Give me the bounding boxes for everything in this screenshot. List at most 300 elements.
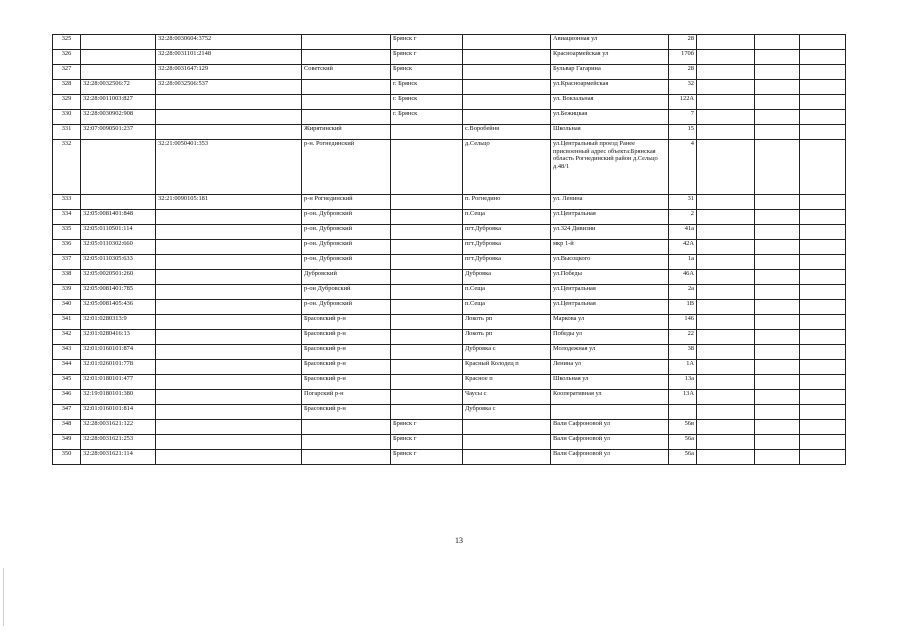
table-row (53, 450, 846, 465)
cadastral-number-cell: 32:05:0081401:785 (81, 285, 156, 300)
building-cadastral-number-cell (156, 225, 302, 240)
house-number-cell: 46А (669, 270, 697, 285)
cadastral-number-cell: 32:01:0180101:477 (81, 375, 156, 390)
district-cell (302, 450, 391, 465)
empty-cell (755, 240, 800, 255)
street-cell: ул.324 Дивизии (551, 225, 669, 240)
house-number-cell: 146 (669, 315, 697, 330)
settlement-cell: п.Сеща (463, 300, 551, 315)
building-cadastral-number-cell (156, 315, 302, 330)
settlement-cell: пгт.Дубровка (463, 240, 551, 255)
street-cell: Победы ул (551, 330, 669, 345)
city-cell (391, 360, 463, 375)
street-cell: Красноармейская ул (551, 50, 669, 65)
table-row (53, 405, 846, 420)
empty-cell (800, 240, 846, 255)
registry-table (52, 34, 846, 465)
empty-cell (755, 125, 800, 140)
empty-cell (697, 450, 755, 465)
district-cell: Брасовский р-н (302, 375, 391, 390)
settlement-cell: Красное п (463, 375, 551, 390)
empty-cell (800, 285, 846, 300)
building-cadastral-number-cell (156, 300, 302, 315)
building-cadastral-number-cell (156, 255, 302, 270)
building-cadastral-number-cell (156, 375, 302, 390)
table-row (53, 315, 846, 330)
street-cell: Бульвар Гагарина (551, 65, 669, 80)
settlement-cell: Дубровка с (463, 405, 551, 420)
building-cadastral-number-cell: 32:21:0050401:353 (156, 140, 302, 195)
city-cell: г. Брянск (391, 110, 463, 125)
city-cell (391, 330, 463, 345)
district-cell (302, 435, 391, 450)
street-cell (551, 405, 669, 420)
empty-cell (755, 80, 800, 95)
row-number-cell: 338 (53, 270, 81, 285)
empty-cell (755, 35, 800, 50)
settlement-cell: пгт.Дубровка (463, 255, 551, 270)
empty-cell (697, 420, 755, 435)
empty-cell (800, 195, 846, 210)
district-cell: Брасовский р-н (302, 360, 391, 375)
settlement-cell: п.Сеща (463, 285, 551, 300)
city-cell (391, 285, 463, 300)
settlement-cell: Дубровка (463, 270, 551, 285)
settlement-cell: п. Рогнедино (463, 195, 551, 210)
table-row (53, 65, 846, 80)
street-cell: Вали Сафроновой ул (551, 450, 669, 465)
building-cadastral-number-cell (156, 360, 302, 375)
table-row (53, 270, 846, 285)
empty-cell (800, 80, 846, 95)
street-cell: Молодежная ул (551, 345, 669, 360)
empty-cell (800, 125, 846, 140)
empty-cell (800, 300, 846, 315)
empty-cell (697, 65, 755, 80)
cadastral-number-cell: 32:28:0032506:72 (81, 80, 156, 95)
empty-cell (755, 405, 800, 420)
cadastral-number-cell (81, 140, 156, 195)
district-cell: Жирятинский (302, 125, 391, 140)
row-number-cell: 328 (53, 80, 81, 95)
empty-cell (697, 125, 755, 140)
empty-cell (697, 300, 755, 315)
settlement-cell (463, 50, 551, 65)
settlement-cell (463, 65, 551, 80)
settlement-cell: Локоть рп (463, 315, 551, 330)
empty-cell (697, 435, 755, 450)
cadastral-number-cell: 32:01:0160101:814 (81, 405, 156, 420)
empty-cell (800, 65, 846, 80)
empty-cell (697, 285, 755, 300)
empty-cell (697, 240, 755, 255)
empty-cell (755, 140, 800, 195)
row-number-cell: 332 (53, 140, 81, 195)
empty-cell (697, 35, 755, 50)
registry-table-body (53, 35, 846, 465)
city-cell: Брянск г (391, 35, 463, 50)
table-row (53, 50, 846, 65)
row-number-cell: 336 (53, 240, 81, 255)
district-cell: р-он. Дубровский (302, 255, 391, 270)
empty-cell (697, 405, 755, 420)
district-cell: Советский (302, 65, 391, 80)
house-number-cell: 56а (669, 435, 697, 450)
empty-cell (755, 375, 800, 390)
city-cell (391, 390, 463, 405)
house-number-cell: 13а (669, 375, 697, 390)
house-number-cell: 38 (669, 345, 697, 360)
empty-cell (800, 315, 846, 330)
cadastral-number-cell: 32:01:0280313:9 (81, 315, 156, 330)
cadastral-number-cell: 32:01:0160101:874 (81, 345, 156, 360)
row-number-cell: 343 (53, 345, 81, 360)
empty-cell (755, 225, 800, 240)
row-number-cell: 330 (53, 110, 81, 125)
house-number-cell: 7 (669, 110, 697, 125)
district-cell (302, 420, 391, 435)
table-row (53, 35, 846, 50)
empty-cell (697, 315, 755, 330)
row-number-cell: 350 (53, 450, 81, 465)
building-cadastral-number-cell (156, 95, 302, 110)
building-cadastral-number-cell: 32:28:0032506:537 (156, 80, 302, 95)
settlement-cell (463, 450, 551, 465)
empty-cell (755, 300, 800, 315)
house-number-cell: 1а (669, 255, 697, 270)
cadastral-number-cell: 32:28:0011003:827 (81, 95, 156, 110)
settlement-cell (463, 420, 551, 435)
city-cell: Брянск г (391, 450, 463, 465)
house-number-cell: 22 (669, 330, 697, 345)
house-number-cell: 31 (669, 195, 697, 210)
row-number-cell: 325 (53, 35, 81, 50)
cadastral-number-cell: 32:28:0031621:122 (81, 420, 156, 435)
city-cell (391, 125, 463, 140)
empty-cell (800, 345, 846, 360)
street-cell: ул.Победы (551, 270, 669, 285)
building-cadastral-number-cell (156, 270, 302, 285)
street-cell: Ленина ул (551, 360, 669, 375)
empty-cell (697, 95, 755, 110)
empty-cell (755, 315, 800, 330)
city-cell: г. Брянск (391, 80, 463, 95)
street-cell: Кооперативная ул (551, 390, 669, 405)
empty-cell (755, 420, 800, 435)
cadastral-number-cell: 32:05:0081405:436 (81, 300, 156, 315)
district-cell: Погарский р-н (302, 390, 391, 405)
table-row (53, 225, 846, 240)
building-cadastral-number-cell (156, 345, 302, 360)
empty-cell (697, 270, 755, 285)
building-cadastral-number-cell (156, 125, 302, 140)
settlement-cell (463, 80, 551, 95)
table-row (53, 195, 846, 210)
settlement-cell: с.Воробейня (463, 125, 551, 140)
district-cell: Брасовский р-н (302, 345, 391, 360)
scan-edge-line (3, 568, 4, 626)
settlement-cell: д.Сельцо (463, 140, 551, 195)
cadastral-number-cell: 32:05:0081401:848 (81, 210, 156, 225)
row-number-cell: 331 (53, 125, 81, 140)
empty-cell (755, 450, 800, 465)
city-cell (391, 345, 463, 360)
street-cell: ул.Высоцкого (551, 255, 669, 270)
table-row (53, 390, 846, 405)
row-number-cell: 327 (53, 65, 81, 80)
empty-cell (800, 390, 846, 405)
city-cell: Брянск г (391, 50, 463, 65)
empty-cell (755, 255, 800, 270)
city-cell: г. Брянск (391, 95, 463, 110)
city-cell (391, 210, 463, 225)
building-cadastral-number-cell: 32:21:0090105:181 (156, 195, 302, 210)
table-row (53, 330, 846, 345)
row-number-cell: 333 (53, 195, 81, 210)
building-cadastral-number-cell (156, 450, 302, 465)
empty-cell (800, 450, 846, 465)
cadastral-number-cell: 32:28:0031621:253 (81, 435, 156, 450)
district-cell: р-он Дубровский (302, 285, 391, 300)
empty-cell (800, 210, 846, 225)
street-cell: ул.Центральная (551, 300, 669, 315)
row-number-cell: 329 (53, 95, 81, 110)
city-cell (391, 375, 463, 390)
cadastral-number-cell (81, 35, 156, 50)
empty-cell (800, 435, 846, 450)
empty-cell (755, 210, 800, 225)
building-cadastral-number-cell: 32:28:0031647:129 (156, 65, 302, 80)
table-row (53, 240, 846, 255)
settlement-cell: Дубровка с (463, 345, 551, 360)
house-number-cell (669, 405, 697, 420)
empty-cell (800, 50, 846, 65)
table-row (53, 125, 846, 140)
house-number-cell: 1В (669, 300, 697, 315)
empty-cell (800, 35, 846, 50)
row-number-cell: 337 (53, 255, 81, 270)
empty-cell (800, 360, 846, 375)
district-cell: р-он. Дубровский (302, 210, 391, 225)
settlement-cell (463, 110, 551, 125)
house-number-cell: 56в (669, 420, 697, 435)
settlement-cell: пгт.Дубровка (463, 225, 551, 240)
table-row (53, 345, 846, 360)
cadastral-number-cell (81, 65, 156, 80)
street-cell: мкр 1-й (551, 240, 669, 255)
building-cadastral-number-cell (156, 330, 302, 345)
cadastral-number-cell (81, 195, 156, 210)
district-cell: р-н Рогнединский (302, 195, 391, 210)
house-number-cell: 15 (669, 125, 697, 140)
row-number-cell: 341 (53, 315, 81, 330)
table-row (53, 360, 846, 375)
house-number-cell: 170б (669, 50, 697, 65)
settlement-cell (463, 435, 551, 450)
district-cell: р-н. Рогнединский (302, 140, 391, 195)
district-cell (302, 95, 391, 110)
district-cell: Брасовский р-н (302, 330, 391, 345)
district-cell (302, 50, 391, 65)
cadastral-number-cell: 32:05:0110305:633 (81, 255, 156, 270)
empty-cell (755, 285, 800, 300)
settlement-cell (463, 35, 551, 50)
house-number-cell: 42А (669, 240, 697, 255)
street-cell: Школьная (551, 125, 669, 140)
district-cell: р-он. Дубровский (302, 300, 391, 315)
empty-cell (697, 210, 755, 225)
empty-cell (697, 390, 755, 405)
row-number-cell: 339 (53, 285, 81, 300)
district-cell (302, 80, 391, 95)
street-cell: Вали Сафроновой ул (551, 435, 669, 450)
row-number-cell: 345 (53, 375, 81, 390)
empty-cell (800, 330, 846, 345)
cadastral-number-cell: 32:19:0180101:380 (81, 390, 156, 405)
empty-cell (697, 330, 755, 345)
table-row (53, 110, 846, 125)
empty-cell (755, 435, 800, 450)
row-number-cell: 335 (53, 225, 81, 240)
district-cell: Дубровский (302, 270, 391, 285)
cadastral-number-cell: 32:05:0110501:114 (81, 225, 156, 240)
empty-cell (697, 375, 755, 390)
building-cadastral-number-cell: 32:28:0030604:3752 (156, 35, 302, 50)
street-cell: ул.Красноармейская (551, 80, 669, 95)
empty-cell (755, 330, 800, 345)
cadastral-number-cell (81, 50, 156, 65)
table-row (53, 255, 846, 270)
city-cell (391, 255, 463, 270)
cadastral-number-cell: 32:07:0090501:237 (81, 125, 156, 140)
empty-cell (800, 140, 846, 195)
house-number-cell: 32 (669, 80, 697, 95)
empty-cell (755, 65, 800, 80)
settlement-cell (463, 95, 551, 110)
district-cell (302, 110, 391, 125)
empty-cell (755, 110, 800, 125)
empty-cell (800, 95, 846, 110)
house-number-cell: 122А (669, 95, 697, 110)
empty-cell (800, 225, 846, 240)
house-number-cell: 41а (669, 225, 697, 240)
table-row (53, 210, 846, 225)
table-row (53, 95, 846, 110)
city-cell (391, 315, 463, 330)
empty-cell (800, 405, 846, 420)
district-cell: Брасовский р-н (302, 315, 391, 330)
city-cell: Брянск г (391, 420, 463, 435)
building-cadastral-number-cell (156, 110, 302, 125)
house-number-cell: 28 (669, 65, 697, 80)
row-number-cell: 348 (53, 420, 81, 435)
empty-cell (755, 50, 800, 65)
empty-cell (697, 360, 755, 375)
row-number-cell: 326 (53, 50, 81, 65)
settlement-cell: Красный Колодец п (463, 360, 551, 375)
table-row (53, 80, 846, 95)
city-cell (391, 240, 463, 255)
empty-cell (697, 110, 755, 125)
empty-cell (755, 95, 800, 110)
building-cadastral-number-cell (156, 405, 302, 420)
table-row (53, 285, 846, 300)
street-cell: Маркова ул (551, 315, 669, 330)
row-number-cell: 344 (53, 360, 81, 375)
street-cell: Вали Сафроновой ул (551, 420, 669, 435)
building-cadastral-number-cell (156, 210, 302, 225)
house-number-cell: 28 (669, 35, 697, 50)
house-number-cell: 13А (669, 390, 697, 405)
empty-cell (800, 255, 846, 270)
empty-cell (800, 270, 846, 285)
cadastral-number-cell: 32:28:0030902:908 (81, 110, 156, 125)
cadastral-number-cell: 32:05:0020501:260 (81, 270, 156, 285)
building-cadastral-number-cell (156, 285, 302, 300)
street-cell: ул.Бежицкая (551, 110, 669, 125)
cadastral-number-cell: 32:01:0260101:778 (81, 360, 156, 375)
table-row (53, 140, 846, 195)
house-number-cell: 2 (669, 210, 697, 225)
row-number-cell: 342 (53, 330, 81, 345)
table-row (53, 420, 846, 435)
empty-cell (755, 270, 800, 285)
cadastral-number-cell: 32:01:0280416:13 (81, 330, 156, 345)
empty-cell (697, 345, 755, 360)
street-cell: ул. Вокзальная (551, 95, 669, 110)
city-cell (391, 225, 463, 240)
city-cell: Брянск г (391, 435, 463, 450)
city-cell (391, 195, 463, 210)
house-number-cell: 56а (669, 450, 697, 465)
cadastral-number-cell: 32:28:0031621:114 (81, 450, 156, 465)
building-cadastral-number-cell (156, 435, 302, 450)
page-number: 13 (455, 536, 463, 545)
empty-cell (800, 375, 846, 390)
street-cell: ул.Центральный проезд Ранее присвоенный адрес объекта:Брянская область Рогнединский район д.Сельцо д.48/1 (551, 140, 669, 195)
street-cell: Школьная ул (551, 375, 669, 390)
district-cell (302, 35, 391, 50)
district-cell: р-он. Дубровский (302, 225, 391, 240)
row-number-cell: 346 (53, 390, 81, 405)
house-number-cell: 2а (669, 285, 697, 300)
empty-cell (697, 195, 755, 210)
empty-cell (697, 140, 755, 195)
street-cell: ул. Ленина (551, 195, 669, 210)
empty-cell (800, 420, 846, 435)
row-number-cell: 349 (53, 435, 81, 450)
district-cell: Брасовский р-н (302, 405, 391, 420)
house-number-cell: 1А (669, 360, 697, 375)
city-cell (391, 270, 463, 285)
empty-cell (755, 195, 800, 210)
settlement-cell: п.Сеща (463, 210, 551, 225)
city-cell (391, 140, 463, 195)
table-row (53, 300, 846, 315)
city-cell (391, 300, 463, 315)
street-cell: Авиационная ул (551, 35, 669, 50)
street-cell: ул.Центральная (551, 210, 669, 225)
building-cadastral-number-cell (156, 420, 302, 435)
settlement-cell: Чаусы с (463, 390, 551, 405)
empty-cell (755, 390, 800, 405)
row-number-cell: 334 (53, 210, 81, 225)
house-number-cell: 4 (669, 140, 697, 195)
row-number-cell: 347 (53, 405, 81, 420)
empty-cell (697, 225, 755, 240)
building-cadastral-number-cell: 32:28:0031101:2148 (156, 50, 302, 65)
empty-cell (800, 110, 846, 125)
